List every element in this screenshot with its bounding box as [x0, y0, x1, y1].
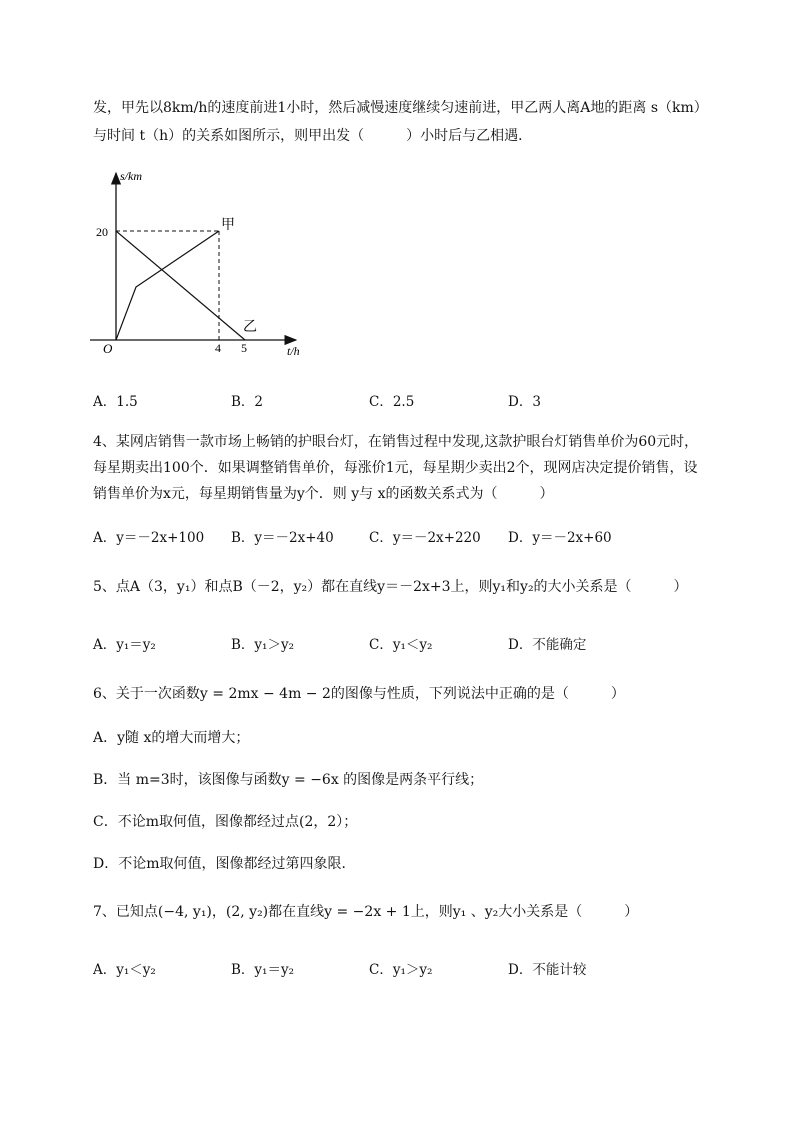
q5-option-d[interactable]: D．不能确定: [508, 637, 587, 653]
q4-option-d[interactable]: D．y＝－2x+60: [508, 530, 612, 546]
y-axis-label: s/km: [120, 169, 142, 183]
q3-option-c[interactable]: C．2.5: [369, 394, 415, 410]
q4-line-2: 每星期卖出100个．如果调整销售单价，每涨价1元，每星期少卖出2个，现网店决定提价销售，设: [93, 460, 698, 476]
q7-option-d[interactable]: D．不能计较: [508, 962, 587, 978]
q7-option-b[interactable]: B．y₁＝y₂: [231, 962, 294, 978]
q4-option-c[interactable]: C．y＝－2x+220: [369, 530, 481, 546]
q3-option-d[interactable]: D．3: [508, 394, 541, 410]
q5-stem: 5、点A（3，y₁）和点B（－2，y₂）都在直线y＝－2x+3上，则y₁和y₂的大小关系是（ ）: [93, 579, 688, 595]
x-axis-label: t/h: [287, 344, 300, 358]
q7-option-a[interactable]: A．y₁＜y₂: [93, 962, 156, 978]
y-tick-20: 20: [96, 225, 108, 239]
q4-line-3: 销售单价为x元，每星期销售量为y个．则 y与 x的函数关系式为（ ）: [93, 486, 554, 502]
distance-time-graph: [90, 165, 310, 365]
q3-option-a[interactable]: A．1.5: [93, 394, 138, 410]
q6-option-c[interactable]: C．不论m取何值，图像都经过点(2，2）；: [93, 814, 358, 830]
q5-option-a[interactable]: A．y₁＝y₂: [93, 637, 156, 653]
q6-option-d[interactable]: D．不论m取何值，图像都经过第四象限．: [93, 856, 356, 872]
q5-option-c[interactable]: C．y₁＜y₂: [369, 637, 433, 653]
q4-line-1: 4、某网店销售一款市场上畅销的护眼台灯，在销售过程中发现,这款护眼台灯销售单价为60元时，: [93, 434, 699, 450]
intro-line-2: 与时间 t（h）的关系如图所示，则甲出发（ ）小时后与乙相遇．: [93, 128, 533, 144]
x-tick-5: 5: [241, 341, 247, 355]
q6-stem: 6、关于一次函数y = 2mx − 4m − 2的图像与性质，下列说法中正确的是（ ）: [93, 686, 625, 702]
line-yi: [116, 231, 245, 340]
q5-option-b[interactable]: B．y₁＞y₂: [231, 637, 294, 653]
line-jia: [116, 231, 219, 340]
q7-option-c[interactable]: C．y₁＞y₂: [369, 962, 433, 978]
q4-option-a[interactable]: A．y＝－2x+100: [93, 530, 205, 546]
q6-option-b[interactable]: B．当 m=3时，该图像与函数y = −6x 的图像是两条平行线；: [93, 772, 484, 788]
intro-line-1: 发，甲先以8km/h的速度前进1小时，然后减慢速度继续匀速前进，甲乙两人离A地的距离 s（km）: [93, 100, 708, 116]
label-jia: 甲: [221, 218, 235, 233]
x-tick-4: 4: [215, 341, 221, 355]
origin-label: O: [103, 341, 113, 356]
label-yi: 乙: [243, 320, 257, 335]
q6-option-a[interactable]: A．y随 x的增大而增大；: [93, 730, 250, 746]
q4-option-b[interactable]: B．y＝－2x+40: [231, 530, 334, 546]
q3-option-b[interactable]: B．2: [231, 394, 264, 410]
q7-stem: 7、已知点(−4, y₁)，(2, y₂)都在直线y = −2x + 1上，则y₁ 、y₂大小关系是（ ）: [93, 904, 639, 920]
